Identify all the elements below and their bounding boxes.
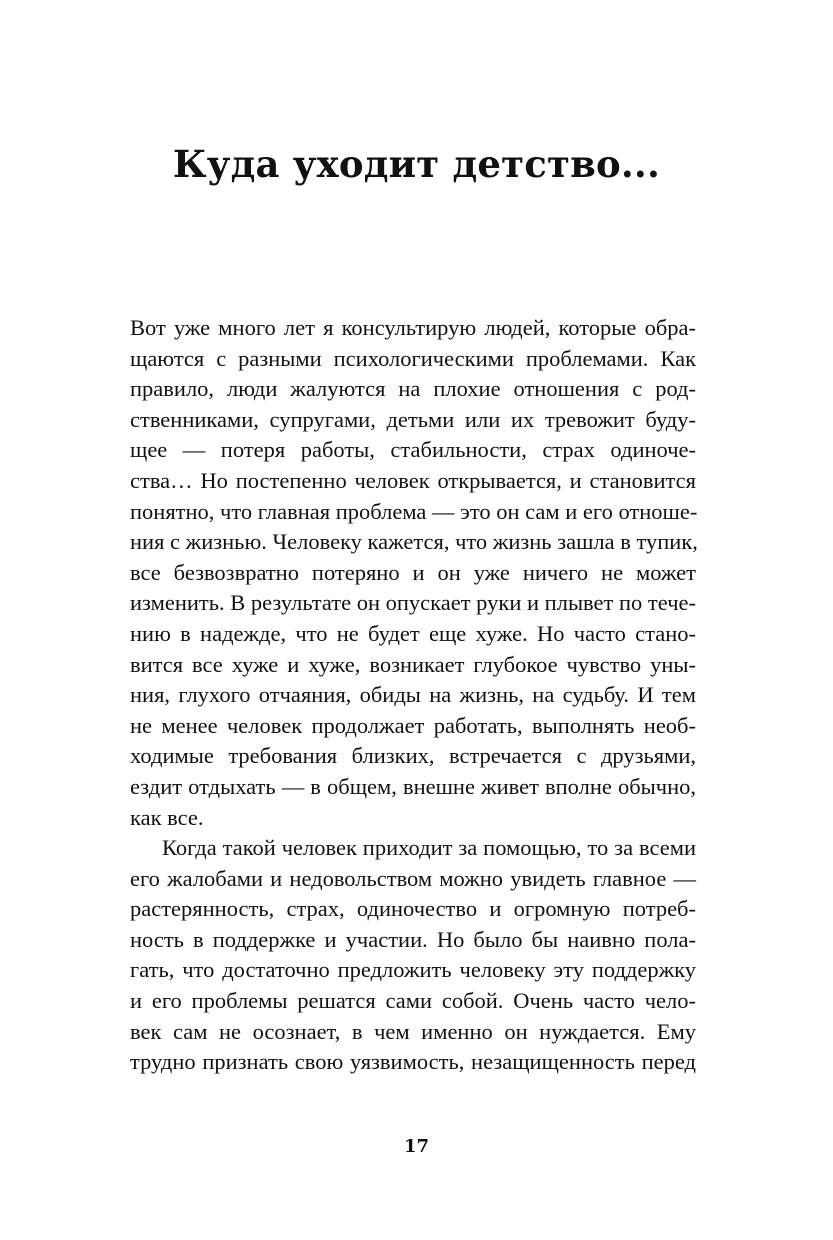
text-line: гать, что достаточно предложить человеку эту поддержку bbox=[130, 957, 696, 983]
page-number: 17 bbox=[403, 1136, 430, 1157]
text-line: не менее человек продолжает работать, выполнять необ- bbox=[130, 712, 696, 738]
text-line: ездит отдыхать — в общем, внешне живет вполне обычно, bbox=[130, 773, 696, 799]
text-line: ства… Но постепенно человек открывается, и становится bbox=[130, 467, 696, 493]
text-line: правило, люди жалуются на плохие отношения с род- bbox=[130, 376, 696, 402]
text-line: все безвозвратно потеряно и он уже ничего не может bbox=[130, 559, 696, 585]
text-line: Когда такой человек приходит за помощью, то за всеми bbox=[162, 835, 696, 861]
text-line: нию в надежде, что не будет еще хуже. Но часто стано- bbox=[130, 620, 696, 646]
text-line: его жалобами и недовольством можно увидеть главное — bbox=[130, 865, 696, 891]
paragraph-1 bbox=[130, 313, 696, 833]
text-line: и его проблемы решатся сами собой. Очень часто чело- bbox=[130, 988, 696, 1014]
text-line: как все. bbox=[130, 804, 204, 830]
paragraph-2 bbox=[130, 833, 696, 1078]
text-line: понятно, что главная проблема — это он сам и его отноше- bbox=[130, 498, 698, 524]
text-line: ходимые требования близких, встречается с друзьями, bbox=[130, 743, 696, 769]
text-line: щаются с разными психологическими проблемами. Как bbox=[130, 345, 696, 371]
text-line: век сам не осознает, в чем именно он нуждается. Ему bbox=[130, 1018, 696, 1044]
text-line: ность в поддержке и участии. Но было бы наивно пола- bbox=[130, 926, 696, 952]
text-line: вится все хуже и хуже, возникает глубокое чувство уны- bbox=[130, 651, 696, 677]
body-text bbox=[130, 313, 696, 1078]
chapter-title: Куда уходит детство... bbox=[172, 142, 661, 186]
text-line: ния с жизнью. Человеку кажется, что жизнь зашла в тупик, bbox=[130, 529, 698, 555]
text-line: Вот уже много лет я консультирую людей, которые обра- bbox=[130, 315, 696, 340]
text-line: щее — потеря работы, стабильности, страх одиноче- bbox=[130, 437, 696, 463]
text-line: ния, глухого отчаяния, обиды на жизнь, на судьбу. И тем bbox=[130, 682, 696, 708]
text-line: трудно признать свою уязвимость, незащищенность перед bbox=[130, 1049, 696, 1075]
text-line: ственниками, супругами, детьми или их тревожит буду- bbox=[130, 406, 696, 432]
text-line: растерянность, страх, одиночество и огромную потреб- bbox=[130, 896, 696, 922]
text-line: изменить. В результате он опускает руки и плывет по тече- bbox=[130, 590, 696, 616]
